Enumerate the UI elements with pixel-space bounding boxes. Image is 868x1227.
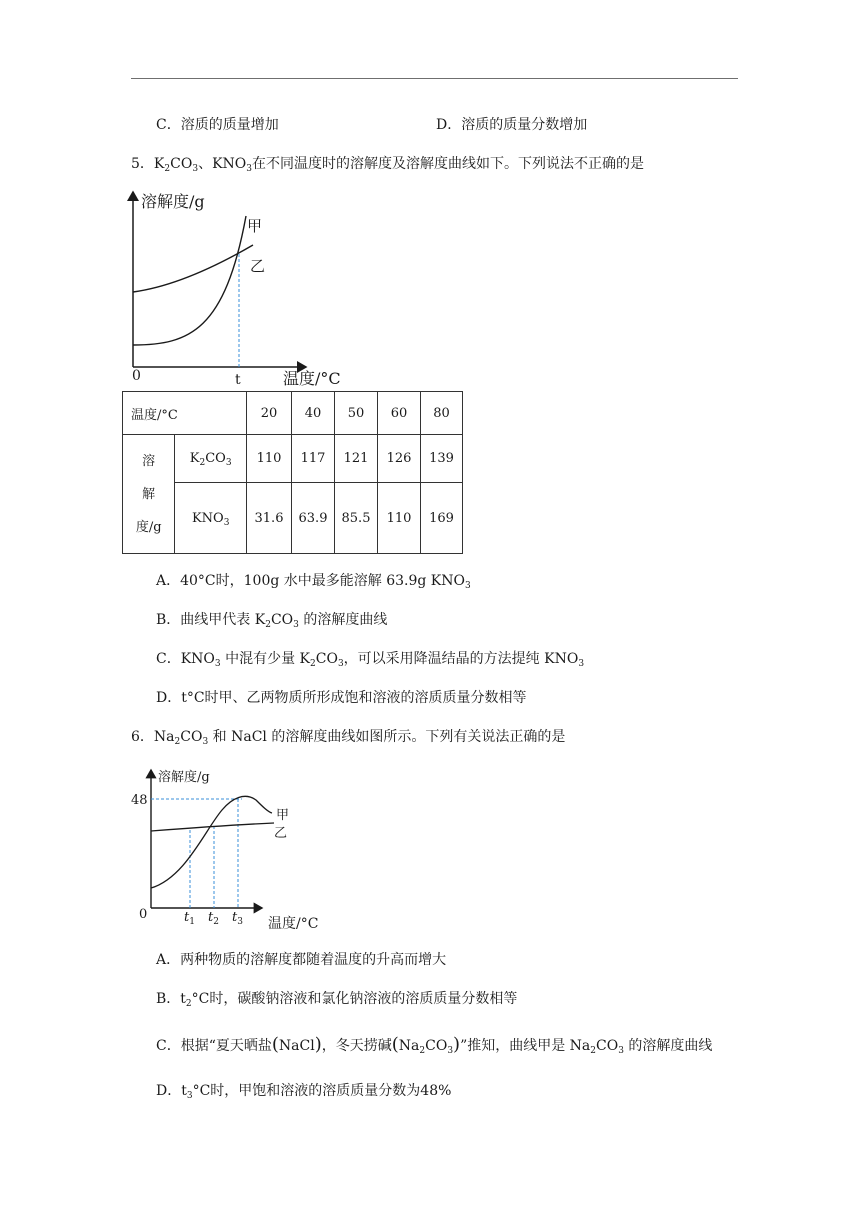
q6-option-c: C．根据“夏天晒盐(NaCl)，冬天捞碱$(Na_2CO_3)$”推知，曲线甲是 $Na_2CO_3$ 的溶解度曲线 bbox=[156, 1034, 713, 1056]
q4-option-c: C．溶质的质量增加 bbox=[156, 117, 279, 133]
q5-stem: 5．$K_2CO_3$、$KNO_3$在不同温度时的溶解度及溶解度曲线如下。下列说法不正确的是 bbox=[131, 156, 644, 174]
table-temp: 60 bbox=[378, 392, 421, 435]
q6-option-b: B．$t_2^\circ C$时，碳酸钠溶液和氯化钠溶液的溶质质量分数相等 bbox=[156, 991, 518, 1009]
table-group-label: 溶 解 度/g bbox=[123, 435, 175, 554]
q4-option-d: D．溶质的质量分数增加 bbox=[436, 117, 588, 133]
table-temp: 20 bbox=[247, 392, 292, 435]
table-cell: 121 bbox=[335, 435, 378, 483]
q5-option-b: B．曲线甲代表 $K_2CO_3$ 的溶解度曲线 bbox=[156, 612, 388, 630]
table-temp: 50 bbox=[335, 392, 378, 435]
table-cell: 139 bbox=[421, 435, 463, 483]
q5-option-c: C．$KNO_3$ 中混有少量 $K_2CO_3$，可以采用降温结晶的方法提纯 $KNO_3$ bbox=[156, 651, 585, 669]
q5-option-d: D．t°C时甲、乙两物质所形成饱和溶液的溶质质量分数相等 bbox=[156, 690, 527, 706]
table-cell: 117 bbox=[292, 435, 335, 483]
table-cell: 169 bbox=[421, 483, 463, 554]
q6-ytick-48: 48 bbox=[131, 793, 148, 808]
q6-t2-label: $t_2$ bbox=[208, 910, 219, 927]
table-cell: 85.5 bbox=[335, 483, 378, 554]
q6-option-a: A．两种物质的溶解度都随着温度的升高而增大 bbox=[156, 952, 447, 968]
q6-label-yi: 乙 bbox=[274, 826, 288, 841]
q6-curve-jia bbox=[151, 796, 272, 888]
q6-ylabel: 溶解度/g bbox=[158, 770, 210, 785]
q5-curve-yi bbox=[133, 245, 253, 292]
table-cell: 110 bbox=[378, 483, 421, 554]
q5-option-a: A．40°C时，100g 水中最多能溶解 63.9g $KNO_3$ bbox=[156, 573, 471, 591]
q5-solubility-table bbox=[122, 391, 463, 554]
q6-stem: 6．$Na_2CO_3$ 和 NaCl 的溶解度曲线如图所示。下列有关说法正确的是 bbox=[131, 729, 566, 747]
q5-xlabel: 温度/°C bbox=[283, 369, 341, 388]
q5-label-jia: 甲 bbox=[247, 217, 263, 235]
q6-t1-label: $t_1$ bbox=[184, 910, 195, 927]
table-row-k2co3: $K_2CO_3$ bbox=[175, 435, 247, 483]
table-cell: 31.6 bbox=[247, 483, 292, 554]
table-cell: 110 bbox=[247, 435, 292, 483]
table-cell: 126 bbox=[378, 435, 421, 483]
q6-option-d: D．$t_3^\circ C$时，甲饱和溶液的溶质质量分数为48% bbox=[156, 1083, 452, 1101]
q5-origin: 0 bbox=[132, 368, 141, 384]
table-cell: 63.9 bbox=[292, 483, 335, 554]
table-temp-header: 温度/°C bbox=[123, 392, 247, 435]
table-row-kno3: $KNO_3$ bbox=[175, 483, 247, 554]
q5-label-yi: 乙 bbox=[250, 257, 266, 275]
q5-t-label: t bbox=[235, 372, 241, 388]
q6-origin: 0 bbox=[139, 907, 148, 922]
q6-label-jia: 甲 bbox=[276, 808, 290, 823]
table-temp: 40 bbox=[292, 392, 335, 435]
q5-curve-jia bbox=[133, 216, 246, 345]
table-temp: 80 bbox=[421, 392, 463, 435]
q5-ylabel: 溶解度/g bbox=[141, 192, 205, 211]
q6-t3-label: $t_3$ bbox=[232, 910, 243, 927]
q6-xlabel: 温度/°C bbox=[268, 916, 319, 932]
